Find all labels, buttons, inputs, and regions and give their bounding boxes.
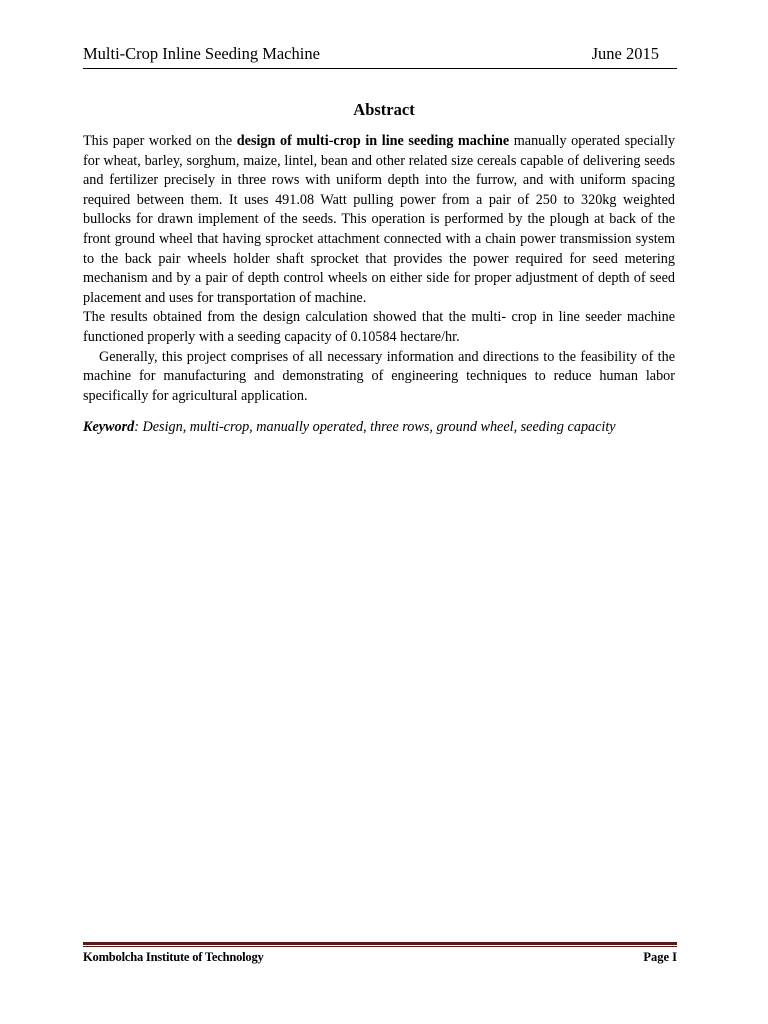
page-footer <box>83 950 677 968</box>
keywords-line <box>83 418 675 438</box>
footer-rule-thick <box>83 942 677 945</box>
abstract-p1-rest: manually operated specially for wheat, barley, sorghum, maize, lintel, bean and other related size cereals capable of delivering seeds and fertilizer precisely in three rows with uniform depth into the furrow, and with uniform spacing required between them. It uses 491.08 Watt pulling power from a pair of 250 to 320kg weighted bullocks for drawn implement of the seeds. This operation is performed by the plough at back of the front ground wheel that having sprocket attachment connected with a chain power transmission system to the back pair wheels holder shaft sprocket that provides the power required for seed metering mechanism and by a pair of depth control wheels on either side for proper adjustment of depth of seed placement and uses for transportation of machine. <box>83 133 675 306</box>
footer-page-number: Page I <box>643 950 677 964</box>
abstract-paragraph-1 <box>83 132 675 308</box>
abstract-p1-intro: This paper worked on the <box>83 133 237 149</box>
header-date: June 2015 <box>591 44 659 63</box>
abstract-paragraph-2: The results obtained from the design calculation showed that the multi- crop in line seeder machine functioned properly with a seeding capacity of 0.10584 hectare/hr. <box>83 309 675 345</box>
abstract-heading: Abstract <box>353 100 415 119</box>
header-title: Multi-Crop Inline Seeding Machine <box>83 44 320 63</box>
footer-institution: Kombolcha Institute of Technology <box>83 950 264 964</box>
header-rule <box>83 68 677 69</box>
abstract-paragraph-3: Generally, this project comprises of all necessary information and directions to the feasibility of the machine for manufacturing and demonstrating of engineering techniques to reduce human labor specifically for agricultural application. <box>83 348 675 404</box>
footer-rule-thin <box>83 946 677 947</box>
keywords-list: : Design, multi-crop, manually operated, three rows, ground wheel, seeding capacity <box>134 419 616 436</box>
abstract-body <box>83 132 675 438</box>
keywords-label: Keyword <box>83 419 135 436</box>
page-header <box>83 42 659 68</box>
abstract-p1-emphasis: design of multi-crop in line seeding machine <box>236 133 510 149</box>
